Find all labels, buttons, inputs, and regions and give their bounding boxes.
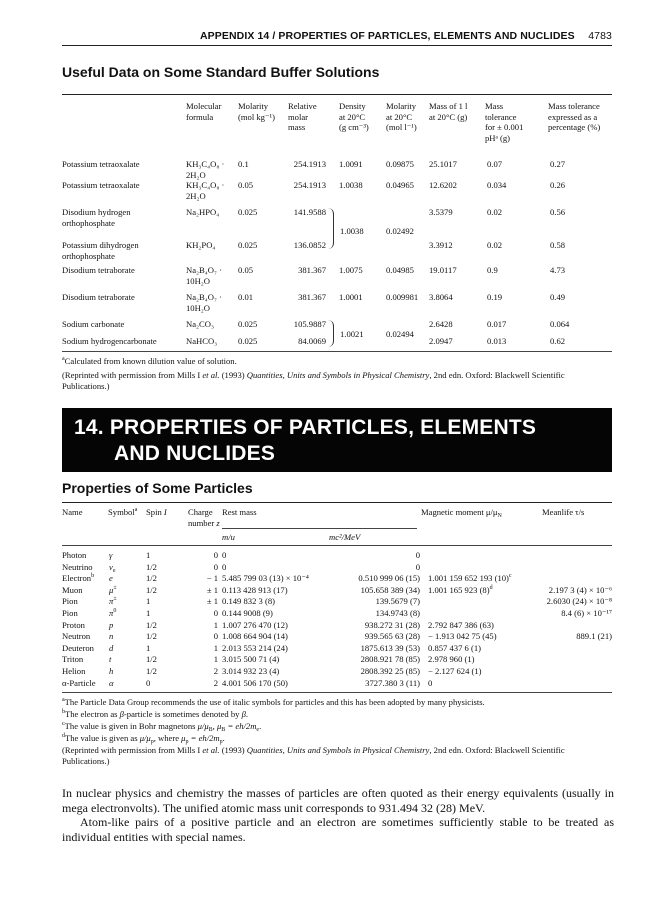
- particle-mass-mev: 939.565 63 (28): [364, 631, 420, 641]
- particle-symbol: h: [109, 666, 114, 676]
- running-header: [200, 30, 612, 42]
- particles-footnote-b: $^b$The electron as β-particle is sometimes denoted by β.: [62, 709, 249, 719]
- particle-spin: 1: [146, 596, 151, 606]
- buffer-row-molality: 0.025: [238, 336, 258, 346]
- particle-symbol: α: [109, 678, 114, 688]
- buffer-row-name: Sodium carbonate: [62, 319, 125, 329]
- buffer-row-mass-1l: 19.0117: [429, 265, 457, 275]
- particle-charge: 0: [213, 562, 218, 572]
- buffer-row-tolerance-pct: 0.49: [550, 292, 566, 302]
- particle-spin: 1/2: [146, 562, 157, 572]
- buffer-row-molality: 0.01: [238, 292, 254, 302]
- particle-spin: 1/2: [146, 585, 157, 595]
- buffer-row-tolerance-pct: 0.064: [550, 319, 570, 329]
- particle-charge: 1: [213, 643, 218, 653]
- particle-magnetic-moment: 0: [428, 678, 433, 688]
- buffer-row-mass-1l: 2.0947: [429, 336, 453, 346]
- particle-symbol: t: [109, 654, 112, 664]
- particles-section-title: Properties of Some Particles: [62, 480, 253, 496]
- buffer-row-molar-mass: 141.9588: [293, 207, 326, 217]
- particle-symbol: γ: [109, 550, 113, 560]
- particle-name: Pion: [62, 596, 78, 606]
- particle-magnetic-moment: − 1.913 042 75 (45): [428, 631, 497, 641]
- particles-table-bottom-rule: [62, 692, 612, 693]
- buffer-row-tolerance-pct: 0.27: [550, 159, 566, 169]
- particle-magnetic-moment: − 2.127 624 (1): [428, 666, 482, 676]
- particle-meanlife: 2.197 3 (4) × 10⁻⁶: [548, 585, 612, 595]
- buffer-row-formula: Na₂B₄O₇ · 10H₂O: [186, 265, 222, 286]
- particle-charge: ± 1: [206, 585, 218, 595]
- particle-symbol: e: [109, 573, 113, 583]
- particle-name: Pion: [62, 608, 78, 618]
- buffer-row-tolerance: 0.013: [487, 336, 507, 346]
- particle-charge: 0: [213, 631, 218, 641]
- hdr-molality: Molarity (mol kg⁻¹): [238, 101, 275, 122]
- buffer-row-formula: KH₃C₄O₈ · 2H₂O: [186, 180, 225, 201]
- buffer-row-molality: 0.05: [238, 265, 254, 275]
- buffer-row-formula: Na₂CO₃: [186, 319, 214, 329]
- buffer-shared-molarity: 0.02492: [386, 226, 414, 236]
- buffer-reprint-note: (Reprinted with permission from Mills I et al. (1993) Quantities, Units and Symbols in Physical Chemistry, 2nd edn. Oxford: Blackwell Scientific Publications.): [62, 370, 565, 391]
- hdr-mass-u: m/u: [222, 532, 235, 542]
- particle-symbol: $\pi^0$: [109, 608, 117, 618]
- buffer-row-tolerance: 0.02: [487, 240, 503, 250]
- particles-table-top-rule: [62, 502, 612, 503]
- chapter-heading-box: [62, 408, 612, 472]
- buffer-row-tolerance: 0.07: [487, 159, 503, 169]
- hdr-tolerance-pct: Mass tolerance expressed as a percentage (%): [548, 101, 601, 132]
- buffer-row-molar-mass: 254.1913: [293, 180, 326, 190]
- buffer-row-molarity: 0.04965: [386, 180, 414, 190]
- particle-mass-u: 0.113 428 913 (17): [222, 585, 288, 595]
- particle-charge: 0: [213, 608, 218, 618]
- particle-mass-mev: 0.510 999 06 (15): [358, 573, 420, 583]
- buffer-row-formula: KH₃C₄O₈ · 2H₂O: [186, 159, 225, 180]
- particle-name: Neutron: [62, 631, 91, 641]
- buffer-row-name: Potassium dihydrogen orthophosphate: [62, 240, 139, 261]
- buffer-shared-molarity: 0.02494: [386, 329, 414, 339]
- particles-footnote-d: $^d$The value is given as $\mu/\mu_p$, where $\mu_p = eh/2m_p$.: [62, 733, 225, 745]
- buffer-row-mass-1l: 2.6428: [429, 319, 453, 329]
- buffer-row-tolerance-pct: 0.62: [550, 336, 566, 346]
- particle-mass-mev: 1875.613 39 (53): [360, 643, 420, 653]
- particle-spin: 1: [146, 643, 151, 653]
- particle-magnetic-moment: 1.001 159 652 193 $(10)^c$: [428, 573, 512, 583]
- buffer-row-mass-1l: 25.1017: [429, 159, 457, 169]
- buffer-row-mass-1l: 3.3912: [429, 240, 453, 250]
- particle-magnetic-moment: 0.857 437 6 (1): [428, 643, 481, 653]
- particle-mass-mev: 0: [415, 550, 420, 560]
- buffer-row-density: 1.0038: [339, 180, 363, 190]
- buffer-shared-density: 1.0021: [340, 329, 364, 339]
- particle-mass-u: 3.014 932 23 (4): [222, 666, 280, 676]
- buffer-row-molality: 0.1: [238, 159, 249, 169]
- buffer-row-molarity: 0.09875: [386, 159, 414, 169]
- buffer-row-density: 1.0075: [339, 265, 363, 275]
- particle-name: Helion: [62, 666, 86, 676]
- particle-symbol: d: [109, 643, 114, 653]
- buffer-row-molarity: 0.009981: [386, 292, 419, 302]
- chapter-heading-line2: AND NUCLIDES: [114, 442, 276, 465]
- running-header-title: APPENDIX 14 / PROPERTIES OF PARTICLES, ELEMENTS AND NUCLIDES: [200, 30, 575, 42]
- hdr-name: Name: [62, 507, 83, 517]
- buffer-row-molar-mass: 136.0852: [293, 240, 326, 250]
- particle-name: Electron$^b$: [62, 573, 95, 583]
- particle-symbol: μ±: [109, 585, 117, 595]
- particles-footnote-a: $^a$The Particle Data Group recommends the use of italic symbols for particles and this has been adopted by many physicists.: [62, 697, 485, 707]
- rest-mass-subrule: [222, 528, 417, 529]
- buffer-row-tolerance: 0.9: [487, 265, 498, 275]
- particle-name: α-Particle: [62, 678, 96, 688]
- buffer-row-tolerance: 0.017: [487, 319, 507, 329]
- hdr-mass-1l: Mass of 1 l at 20°C (g): [429, 101, 468, 122]
- hdr-charge-number: number z: [188, 518, 220, 528]
- particle-symbol: n: [109, 631, 114, 641]
- buffer-row-molar-mass: 381.367: [298, 265, 326, 275]
- brace-bracket: [326, 208, 334, 249]
- body-paragraph-1: In nuclear physics and chemistry the masses of particles are often quoted as their energy equivalents (usually in mega electronvolts). The unified atomic mass unit corresponds to 931.494 32 (28) MeV.: [62, 786, 614, 815]
- buffer-row-tolerance-pct: 0.26: [550, 180, 566, 190]
- particles-footnote-c: $^c$The value is given in Bohr magnetons $\mu/\mu_B$, $\mu_B = eh/2m_e$.: [62, 721, 262, 733]
- buffer-row-mass-1l: 3.5379: [429, 207, 453, 217]
- buffer-row-molar-mass: 84.0069: [298, 336, 326, 346]
- buffer-row-molality: 0.025: [238, 319, 258, 329]
- body-paragraph-2: Atom-like pairs of a positive particle and an electron are sometimes sufficiently stable to be treated as individual entities with special names.: [62, 815, 614, 844]
- particle-symbol: $\nu_e$: [109, 562, 116, 574]
- buffer-row-tolerance: 0.19: [487, 292, 503, 302]
- hdr-molarity: Molarity at 20°C (mol l⁻¹): [386, 101, 417, 132]
- particle-mass-u: 0.144 9008 (9): [222, 608, 273, 618]
- particle-spin: 1: [146, 608, 151, 618]
- particle-mass-mev: 134.9743 (8): [375, 608, 420, 618]
- buffer-row-molar-mass: 105.9887: [293, 319, 326, 329]
- hdr-rest-mass: Rest mass: [222, 507, 257, 517]
- particle-mass-u: 1.007 276 470 (12): [222, 620, 288, 630]
- buffer-shared-density: 1.0038: [340, 226, 364, 236]
- hdr-meanlife: Meanlife τ/s: [542, 507, 585, 517]
- particle-mass-u: 0: [222, 550, 227, 560]
- buffer-row-name: Disodium hydrogen orthophosphate: [62, 207, 131, 228]
- buffer-row-mass-1l: 3.8064: [429, 292, 453, 302]
- particle-spin: 0: [146, 678, 151, 688]
- buffer-row-formula: KH₂PO₄: [186, 240, 216, 250]
- particle-name: Photon: [62, 550, 87, 560]
- hdr-spin: Spin I: [146, 507, 167, 517]
- buffer-row-tolerance-pct: 0.56: [550, 207, 566, 217]
- buffer-row-name: Potassium tetraoxalate: [62, 180, 140, 190]
- particle-mass-mev: 3727.380 3 (11): [365, 678, 420, 688]
- buffer-row-molar-mass: 381.367: [298, 292, 326, 302]
- particle-mass-u: 5.485 799 03 (13) × 10⁻⁴: [222, 573, 309, 583]
- hdr-mass-mev: mc²/MeV: [329, 532, 361, 542]
- particle-mass-mev: 2808.392 25 (85): [360, 666, 420, 676]
- particle-name: Proton: [62, 620, 85, 630]
- buffer-row-molarity: 0.04985: [386, 265, 414, 275]
- particle-mass-u: 0: [222, 562, 227, 572]
- particle-name: Neutrino: [62, 562, 93, 572]
- particle-meanlife: 2.6030 (24) × 10⁻⁸: [546, 596, 612, 606]
- buffer-row-name: Sodium hydrogencarbonate: [62, 336, 157, 346]
- particle-charge: 1: [213, 620, 218, 630]
- particle-spin: 1/2: [146, 666, 157, 676]
- particle-spin: 1/2: [146, 631, 157, 641]
- particle-symbol: π±: [109, 596, 117, 606]
- particle-mass-mev: 2808.921 78 (85): [360, 654, 420, 664]
- particle-charge: 2: [213, 678, 218, 688]
- hdr-mass-tolerance: Mass tolerance for ± 0.001 pHᵃ (g): [485, 101, 524, 143]
- buffer-row-name: Disodium tetraborate: [62, 265, 135, 275]
- particle-charge: ± 1: [206, 596, 218, 606]
- particle-charge: 0: [213, 550, 218, 560]
- particles-header-rule: [62, 545, 612, 546]
- buffer-row-tolerance: 0.034: [487, 180, 507, 190]
- particle-spin: 1/2: [146, 620, 157, 630]
- particle-mass-u: 2.013 553 214 (24): [222, 643, 288, 653]
- hdr-density: Density at 20°C (g cm⁻³): [339, 101, 369, 132]
- particle-name: Muon: [62, 585, 83, 595]
- buffer-footnote-a: $^a$Calculated from known dilution value of solution.: [62, 356, 237, 366]
- buffer-row-mass-1l: 12.6202: [429, 180, 457, 190]
- particle-name: Deuteron: [62, 643, 94, 653]
- buffer-section-title: Useful Data on Some Standard Buffer Solutions: [62, 64, 380, 80]
- chapter-heading-line1: 14. PROPERTIES OF PARTICLES, ELEMENTS: [74, 416, 537, 439]
- particle-symbol: p: [109, 620, 114, 630]
- buffer-row-tolerance-pct: 4.73: [550, 265, 566, 275]
- particle-charge: − 1: [206, 573, 218, 583]
- header-rule: [62, 45, 612, 46]
- buffer-row-formula: Na₂HPO₄: [186, 207, 220, 217]
- particle-mass-mev: 938.272 31 (28): [364, 620, 420, 630]
- particle-magnetic-moment: 2.792 847 386 (63): [428, 620, 494, 630]
- particle-meanlife: 889.1 (21): [576, 631, 612, 641]
- particle-charge: 2: [213, 666, 218, 676]
- buffer-table-top-rule: [62, 94, 612, 95]
- particle-spin: 1/2: [146, 573, 157, 583]
- buffer-row-tolerance-pct: 0.58: [550, 240, 566, 250]
- buffer-row-molality: 0.05: [238, 180, 254, 190]
- particle-magnetic-moment: 1.001 165 923 $(8)^d$: [428, 585, 493, 595]
- hdr-symbol: Symbol$^a$: [108, 507, 138, 517]
- hdr-formula: Molecular formula: [186, 101, 222, 122]
- particle-spin: 1: [146, 550, 151, 560]
- particle-magnetic-moment: 2.978 960 (1): [428, 654, 475, 664]
- brace-bracket: [326, 320, 334, 347]
- buffer-row-formula: NaHCO₃: [186, 336, 218, 346]
- particle-meanlife: 8.4 (6) × 10⁻¹⁷: [561, 608, 612, 618]
- buffer-row-formula: Na₂B₄O₇ · 10H₂O: [186, 292, 222, 313]
- particle-mass-u: 1.008 664 904 (14): [222, 631, 288, 641]
- hdr-charge: Charge: [188, 507, 213, 517]
- particle-mass-mev: 139.5679 (7): [375, 596, 420, 606]
- buffer-table-bottom-rule: [62, 351, 612, 352]
- buffer-row-density: 1.0091: [339, 159, 363, 169]
- buffer-row-tolerance: 0.02: [487, 207, 503, 217]
- hdr-magnetic-moment: Magnetic moment $\mu/\mu_N$: [421, 507, 502, 519]
- hdr-molar-mass: Relative molar mass: [288, 101, 317, 132]
- page-number: 4783: [588, 30, 612, 42]
- particles-reprint-note: (Reprinted with permission from Mills I et al. (1993) Quantities, Units and Symbols in Physical Chemistry, 2nd edn. Oxford: Blackwell Scientific Publications.): [62, 745, 565, 766]
- buffer-row-molality: 0.025: [238, 207, 258, 217]
- particle-mass-u: 4.001 506 170 (50): [222, 678, 288, 688]
- particle-name: Triton: [62, 654, 84, 664]
- particle-mass-u: 0.149 832 3 (8): [222, 596, 275, 606]
- buffer-row-name: Potassium tetraoxalate: [62, 159, 140, 169]
- particle-charge: 1: [213, 654, 218, 664]
- buffer-row-molality: 0.025: [238, 240, 258, 250]
- particle-mass-mev: 0: [415, 562, 420, 572]
- buffer-row-name: Disodium tetraborate: [62, 292, 135, 302]
- particle-spin: 1/2: [146, 654, 157, 664]
- buffer-row-molar-mass: 254.1913: [293, 159, 326, 169]
- particle-mass-mev: 105.658 389 (34): [360, 585, 420, 595]
- buffer-row-density: 1.0001: [339, 292, 363, 302]
- particle-mass-u: 3.015 500 71 (4): [222, 654, 280, 664]
